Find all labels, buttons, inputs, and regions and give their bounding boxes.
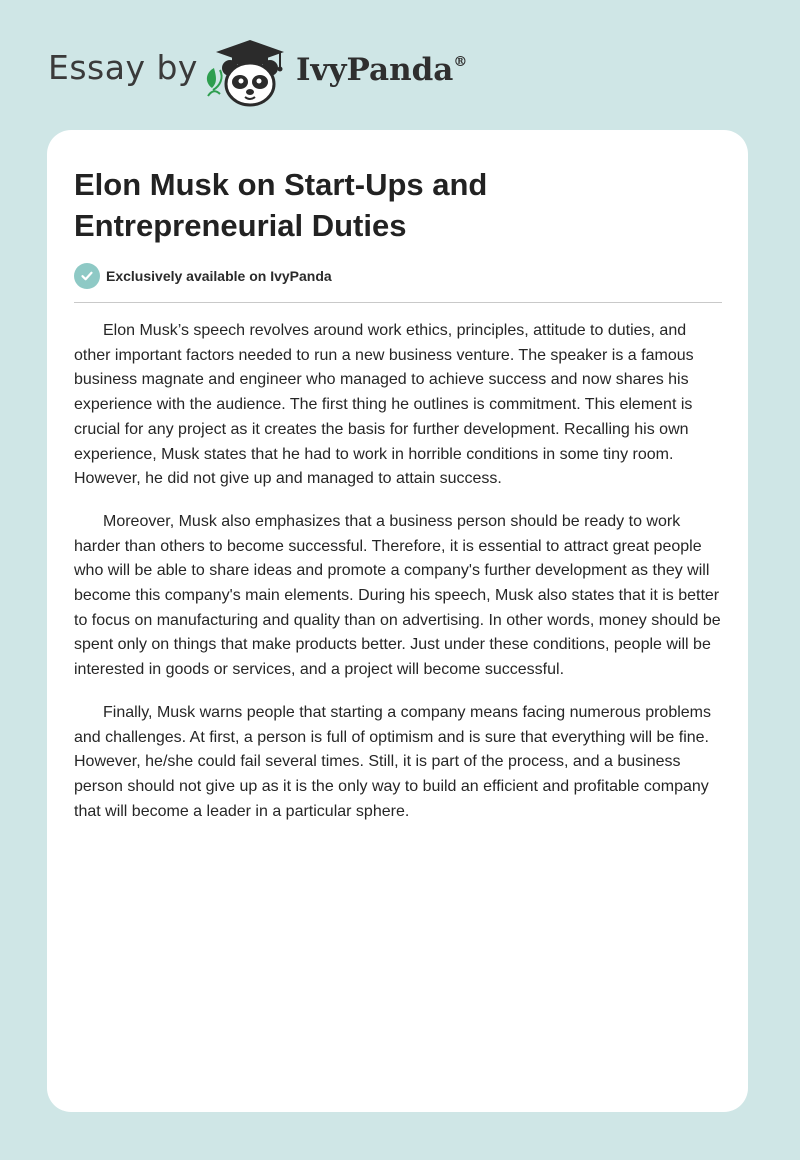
brand-logo[interactable]	[296, 52, 467, 88]
essay-by-label: Essay by	[48, 48, 198, 87]
paragraph: Moreover, Musk also emphasizes that a business person should be ready to work harder than others to become successful. Therefore, it is essential to attract great people who will be able to share ideas and promote a company's further development as they will become this company's main elements. During his speech, Musk also states that it is better to focus on manufacturing and quality than on advertising. In other words, money should be spent only on things that make products better. Just under these conditions, people will be interested in goods or services, and a project will become successful.	[74, 512, 721, 679]
brand-name: IvyPanda	[296, 52, 454, 88]
exclusive-badge	[74, 263, 332, 289]
paragraph: Elon Musk’s speech revolves around work ethics, principles, attitude to duties, and other important factors needed to run a new business venture. The speaker is a famous business magnate and engineer who managed to achieve success and now shares his experience with the audience. The first thing he outlines is commitment. This element is crucial for any project as it creates the basis for further development. Recalling his own experience, Musk states that he had to work in horrible conditions in some tiny room. However, he did not give up and managed to attain success.	[74, 322, 694, 488]
essay-title: Elon Musk on Start-Ups and Entrepreneurial Duties	[74, 167, 488, 243]
divider	[74, 302, 722, 303]
essay-body	[74, 319, 724, 842]
exclusive-badge-label: Exclusively available on IvyPanda	[106, 268, 332, 284]
site-header	[0, 0, 800, 130]
paragraph: Finally, Musk warns people that starting a company means facing numerous problems and challenges. At first, a person is full of optimism and is sure that everything will be fine. However, he/she could fail several times. Still, it is part of the process, and a business person should not give up as it is the only way to build an efficient and profitable company that will become a leader in a particular sphere.	[74, 703, 711, 820]
check-circle-icon	[74, 263, 100, 289]
registered-mark: ®	[453, 54, 468, 70]
panda-graduate-icon[interactable]	[200, 38, 292, 108]
essay-card	[47, 130, 748, 1112]
